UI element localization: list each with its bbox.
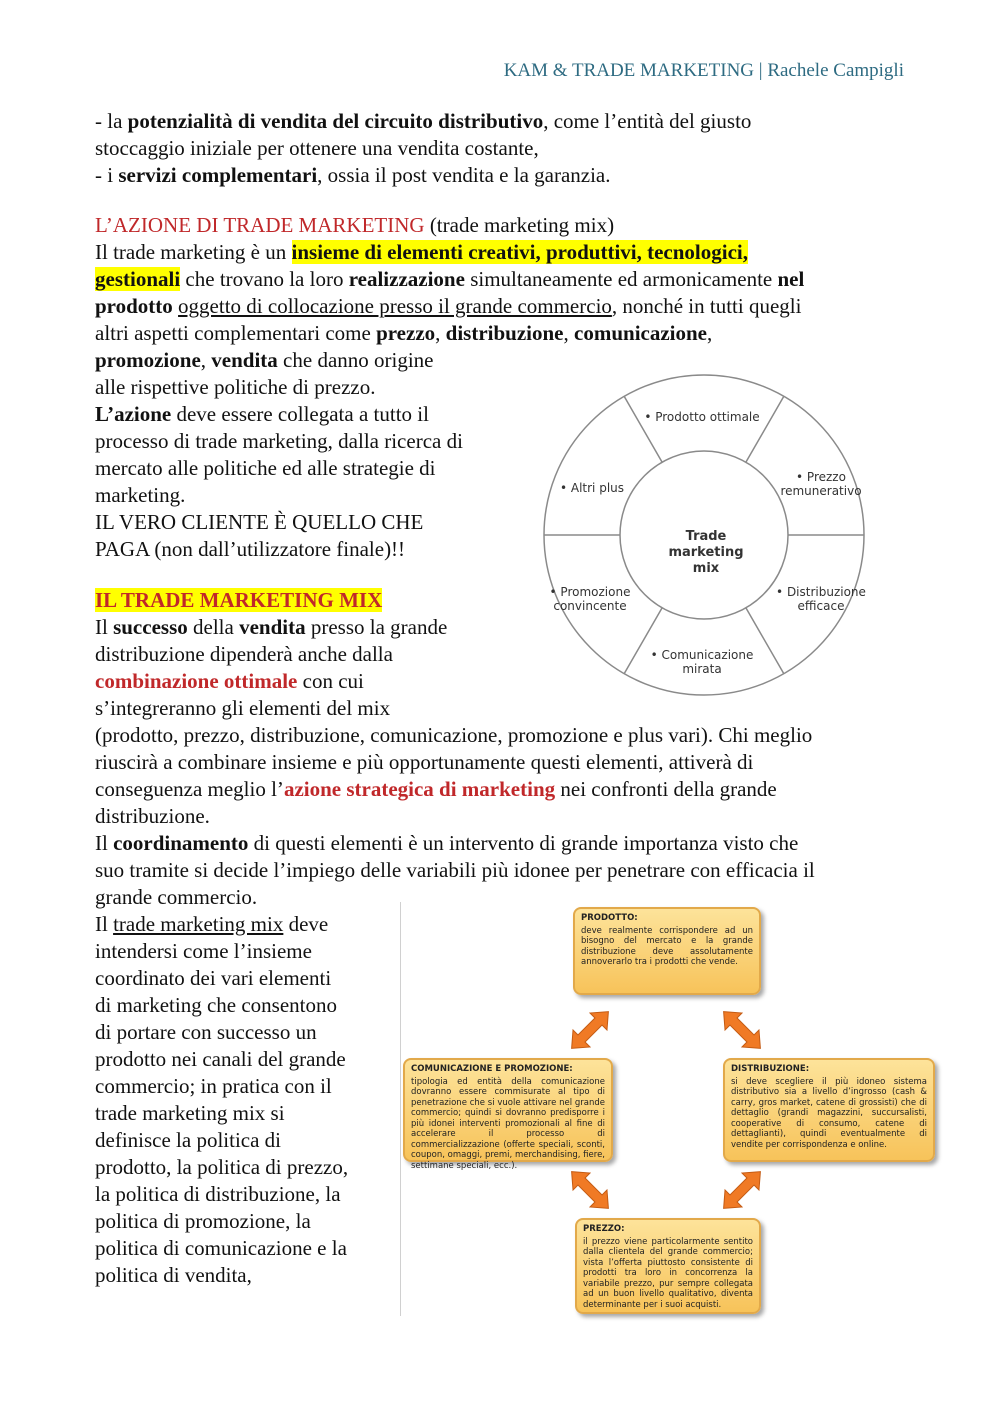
box-prodotto [573,907,761,995]
box-text: il prezzo viene particolarmente sentito dalla clientela del grande commercio; vista l’offerta piuttosto consistente di prodotti tra loro in concorrenza la variabile prezzo, pur sempre collegata ad un buon livello qualitativo, diventa determinante per i suoi acquisti. [583,1236,753,1310]
paragraph-line: grande commercio. [95,885,258,909]
trade-marketing-mix-wheel [530,372,870,702]
paragraph-line: prodotto, la politica di prezzo, [95,1155,349,1179]
paragraph-line: Il trade marketing mix deve [95,912,329,936]
wheel-segment-distribuzione: • Distribuzione [776,585,866,599]
intro-line: - i servizi complementari, ossia il post vendita e la garanzia. [95,163,611,187]
paragraph-line: la politica di distribuzione, la [95,1182,341,1206]
paragraph-line: gestionali che trovano la loro realizzazione simultaneamente ed armonicamente nel [95,267,805,291]
paragraph-line: prodotto nei canali del grande [95,1047,346,1071]
box-title: COMUNICAZIONE E PROMOZIONE: [411,1064,573,1074]
paragraph-line: intendersi come l’insieme [95,939,312,963]
paragraph-line: politica di comunicazione e la [95,1236,347,1260]
paragraph-line: IL VERO CLIENTE È QUELLO CHE [95,510,424,534]
paragraph-line: prodotto oggetto di collocazione presso il grande commercio, nonché in tutti quegli [95,294,802,318]
wheel-center-label: Trade [685,529,727,544]
paragraph-line: s’integreranno gli elementi del mix [95,696,391,720]
paragraph-line: mercato alle politiche ed alle strategie di [95,456,436,480]
section-title-azione: L’AZIONE DI TRADE MARKETING (trade marketing mix) [95,213,615,237]
intro-line: stoccaggio iniziale per ottenere una vendita costante, [95,136,539,160]
wheel-segment-comunicazione: mirata [682,662,722,676]
paragraph-line: commercio; in pratica con il [95,1074,332,1098]
paragraph-line: Il trade marketing è un insieme di elementi creativi, produttivi, tecnologici, [95,240,748,264]
wheel-segment-prodotto: • Prodotto ottimale [644,410,760,424]
wheel-segment-promozione: convincente [553,599,627,613]
diagram-border [400,902,401,1316]
paragraph-line: PAGA (non dall’utilizzatore finale)!! [95,537,406,561]
paragraph-line: combinazione ottimale con cui [95,669,364,693]
wheel-center-label: marketing [668,545,744,560]
paragraph-line: conseguenza meglio l’azione strategica di marketing nei confronti della grande [95,777,777,801]
arrow-icon [560,1000,620,1060]
paragraph-line: politica di vendita, [95,1263,252,1287]
box-comunicazione-promozione [403,1058,613,1171]
paragraph-line: coordinato dei vari elementi [95,966,332,990]
paragraph-line: distribuzione. [95,804,210,828]
wheel-segment-prezzo: remunerativo [780,484,862,498]
paragraph-line: promozione, vendita che danno origine [95,348,434,372]
box-title: PRODOTTO: [581,913,638,923]
arrow-icon [712,1160,772,1220]
paragraph-line: di marketing che consentono [95,993,338,1017]
wheel-center-label: mix [692,561,720,576]
paragraph-line: (prodotto, prezzo, distribuzione, comunicazione, promozione e plus vari). Chi meglio [95,723,813,747]
wheel-segment-distribuzione: efficace [797,599,845,613]
wheel-segment-promozione: • Promozione [549,585,631,599]
paragraph-line: riuscirà a combinare insieme e più opportunamente questi elementi, attiverà di [95,750,754,774]
box-distribuzione [723,1058,935,1162]
paragraph-line: alle rispettive politiche di prezzo. [95,375,376,399]
box-title: PREZZO: [583,1224,625,1234]
arrow-icon [712,1000,772,1060]
paragraph-line: politica di promozione, la [95,1209,311,1233]
wheel-segment-comunicazione: • Comunicazione [650,648,754,662]
box-title: DISTRIBUZIONE: [731,1064,810,1074]
box-prezzo [575,1218,761,1314]
paragraph-line: Il successo della vendita presso la grande [95,615,448,639]
wheel-segment-prezzo: • Prezzo [796,470,846,484]
paragraph-line: di portare con successo un [95,1020,317,1044]
paragraph-line: distribuzione dipenderà anche dalla [95,642,393,666]
intro-line: - la potenzialità di vendita del circuito distributivo, come l’entità del giusto [95,109,752,133]
box-text: tipologia ed entità della comunicazione dovranno essere commisurate al tipo di penetrazione che si vuole attivare nel grande commercio; quindi si dovranno predisporre i più idonei interventi promozionali al fine di accelerare il processo di commercializzazione (offerte speciali, sconti, coupon, omaggi, premi, merchandising, fiere, settimane speciali, ecc.). [411,1076,605,1171]
paragraph-line: marketing. [95,483,186,507]
paragraph-line: L’azione deve essere collegata a tutto il [95,402,429,426]
paragraph-line: Il coordinamento di questi elementi è un intervento di grande importanza visto che [95,831,799,855]
section-title-mix: IL TRADE MARKETING MIX [95,588,383,612]
paragraph-line: definisce la politica di [95,1128,282,1152]
paragraph-line: processo di trade marketing, dalla ricerca di [95,429,463,453]
page-header: KAM & TRADE MARKETING | Rachele Campigli [503,60,904,81]
paragraph-line: trade marketing mix si [95,1101,285,1125]
paragraph-line: suo tramite si decide l’impiego delle variabili più idonee per penetrare con efficacia il [95,858,815,882]
paragraph-line: altri aspetti complementari come prezzo, distribuzione, comunicazione, [95,321,713,345]
box-text: deve realmente corrispondere ad un bisogno del mercato e la grande distribuzione deve assolutamente annoverarlo tra i prodotti che vende. [581,925,753,967]
box-text: si deve scegliere il più idoneo sistema distributivo sia a livello d’ingrosso (cash & carry, gros market, catene di grossisti) che di dettaglio (grandi magazzini, succursalisti, cooperative di consumo, catene di dettaglianti), quindi eventualmente di vendite per corrispondenza e online. [731,1076,927,1150]
wheel-segment-altri-plus: • Altri plus [559,481,625,495]
